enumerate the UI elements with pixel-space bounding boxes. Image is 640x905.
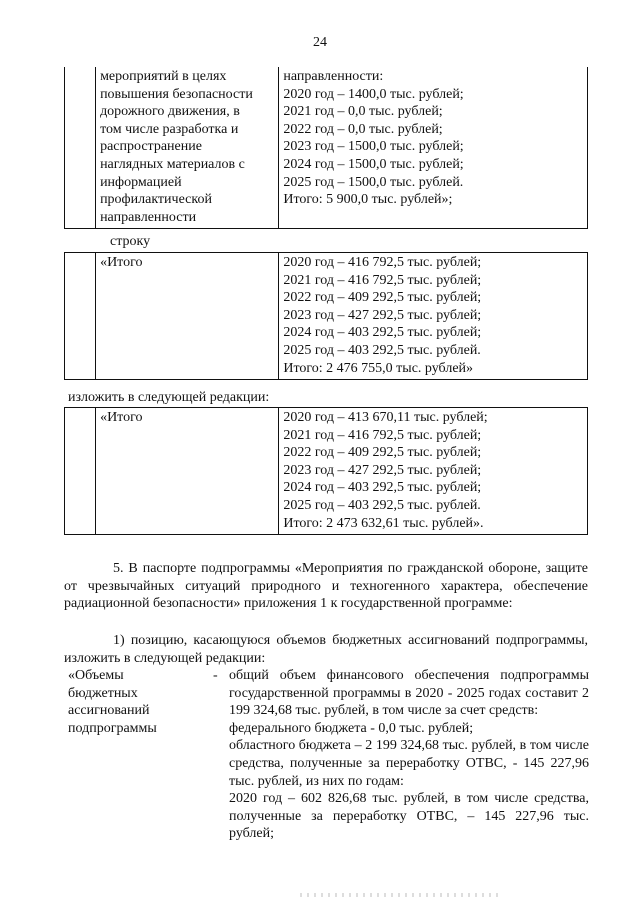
table-row — [65, 408, 588, 535]
paragraph-1: 1) позицию, касающуюся объемов бюджетных ассигнований подпрограммы, изложить в следующей редакции: — [64, 633, 588, 666]
passport-federal: федерального бюджета - 0,0 тыс. рублей; — [229, 720, 474, 736]
text-line: 2023 год – 1500,0 тыс. рублей; — [283, 139, 464, 155]
text-line: распространение — [100, 139, 202, 155]
table-measures-continuation — [64, 67, 588, 229]
text-line: ассигнований — [68, 703, 150, 719]
total-label-cell: «Итого — [96, 408, 279, 535]
label-izlozhit: изложить в следующей редакции: — [68, 390, 270, 405]
text-line: направленности — [100, 209, 197, 225]
table-row — [65, 67, 588, 229]
label-stroku: строку — [110, 234, 151, 249]
text-line: информацией — [100, 174, 182, 190]
passport-total-text: общий объем финансового обеспечения подпрограммы государственной программы в 2020 - 2025 годах составит 2 199 324,68 тыс. рублей, в том числе за счет средств: — [229, 668, 589, 719]
text-line: подпрограммы — [68, 720, 157, 736]
paragraph-5: 5. В паспорте подпрограммы «Мероприятия по гражданской обороне, защите от чрезвычайных ситуаций природного и техногенного характера, обеспечение радиационной безопасности» приложения 1 к государственной программе: — [64, 561, 588, 612]
text-line: наглядных материалов с — [100, 156, 245, 172]
text-line: Итого: 2 473 632,61 тыс. рублей». — [283, 515, 484, 531]
text-line: Итого: 5 900,0 тыс. рублей»; — [283, 192, 453, 208]
text-line: 2024 год – 403 292,5 тыс. рублей; — [283, 325, 482, 341]
passport-year-2020: 2020 год – 602 826,68 тыс. рублей, в том числе средства, полученные за переработку ОТВС, – 145 227,96 тыс. рублей; — [229, 791, 589, 842]
text-line: 2021 год – 0,0 тыс. рублей; — [283, 104, 443, 120]
text-line: дорожного движения, в — [100, 104, 240, 120]
text-line: 2022 год – 409 292,5 тыс. рублей; — [283, 445, 482, 461]
text-line: 2023 год – 427 292,5 тыс. рублей; — [283, 462, 482, 478]
table-cell-empty — [65, 67, 96, 229]
text-line: 2020 год – 1400,0 тыс. рублей; — [283, 86, 464, 102]
text-line: 2021 год – 416 792,5 тыс. рублей; — [283, 427, 482, 443]
text-line: «Объемы — [68, 668, 124, 683]
text-line: 2023 год – 427 292,5 тыс. рублей; — [283, 307, 482, 323]
text-line: направленности: — [283, 69, 384, 84]
scan-artifact — [300, 893, 500, 897]
measure-description-cell — [96, 67, 279, 229]
text-line: 2025 год – 1500,0 тыс. рублей. — [283, 174, 464, 190]
total-by-year-cell — [279, 253, 588, 380]
table-cell-empty — [65, 253, 96, 380]
text-line: 2025 год – 403 292,5 тыс. рублей. — [283, 497, 481, 513]
table-total-old — [64, 252, 588, 380]
text-line: 2024 год – 1500,0 тыс. рублей; — [283, 156, 464, 172]
table-total-new — [64, 407, 588, 535]
text-line: 2025 год – 403 292,5 тыс. рублей. — [283, 342, 481, 358]
text-line: 2022 год – 409 292,5 тыс. рублей; — [283, 290, 482, 306]
text-line: 2020 год – 413 670,11 тыс. рублей; — [283, 410, 488, 425]
table-cell-empty — [65, 408, 96, 535]
text-line: профилактической — [100, 192, 212, 208]
text-line: 2020 год – 416 792,5 тыс. рублей; — [283, 255, 482, 270]
text-line: том числе разработка и — [100, 121, 239, 137]
funding-by-year-cell — [279, 67, 588, 229]
text-line: Итого: 2 476 755,0 тыс. рублей» — [283, 360, 474, 376]
total-label-cell: «Итого — [96, 253, 279, 380]
passport-regional: областного бюджета – 2 199 324,68 тыс. рублей, в том числе средства, полученные за переработку ОТВС, - 145 227,96 тыс. рублей, из них по годам: — [229, 738, 589, 789]
passport-dash: - — [213, 668, 218, 683]
page-number: 24 — [313, 35, 327, 50]
total-by-year-cell — [279, 408, 588, 535]
passport-label — [68, 667, 218, 737]
text-line: 2022 год – 0,0 тыс. рублей; — [283, 121, 443, 137]
text-line: бюджетных — [68, 685, 138, 701]
text-line: 2021 год – 416 792,5 тыс. рублей; — [283, 272, 482, 288]
text-line: повышения безопасности — [100, 86, 253, 102]
passport-content — [229, 667, 589, 843]
text-line: 2024 год – 403 292,5 тыс. рублей; — [283, 480, 482, 496]
table-row — [65, 253, 588, 380]
text-line: мероприятий в целях — [100, 69, 227, 84]
